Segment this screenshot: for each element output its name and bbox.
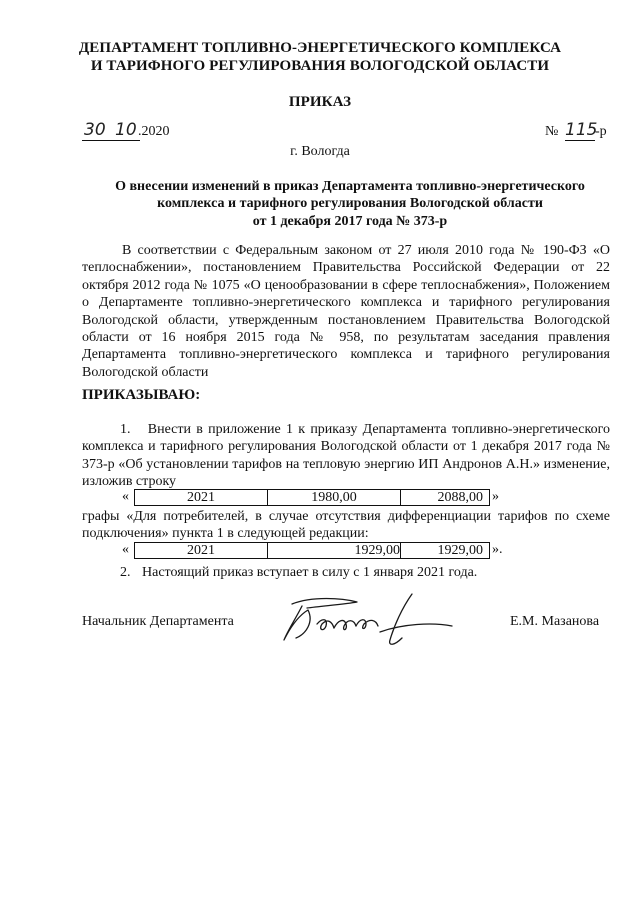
item1-number: 1. [120,422,131,437]
row-new-year: 2021 [134,542,268,559]
handwritten-signature [262,588,462,648]
number-prefix: № [545,124,559,139]
row-old-value1: 1980,00 [267,489,401,506]
tariff-row-new [122,542,512,560]
date-month-underline [114,140,140,141]
row-new-value2: 1929,00 [400,542,490,559]
date-month: 10 [115,120,137,140]
date-day-underline [82,140,114,141]
tariff-row-old [122,489,502,507]
number-handwritten: 115 [565,120,598,140]
item2-number: 2. [120,565,131,580]
city: г. Вологда [290,144,350,159]
item2-text: Настоящий приказ вступает в силу с 1 января 2021 года. [142,565,478,580]
row-new-close-quote: ». [492,542,503,557]
title-line3: от 1 декабря 2017 года № 373-р [252,213,448,229]
row-old-close-quote: » [492,489,499,504]
title-line1: О внесении изменений в приказ Департамента топливно-энергетического [115,179,585,194]
row-old-value2: 2088,00 [400,489,490,506]
number-suffix: -р [595,124,607,139]
item2-paragraph [120,565,477,581]
row-new-value1: 1929,00 [267,542,401,559]
order-word: ПРИКАЗЫВАЮ: [82,387,201,403]
date-day: 30 [84,120,106,140]
row-old-year: 2021 [134,489,268,506]
item1-middle-text: графы «Для потребителей, в случае отсутствия дифференциации тарифов по схеме подключения» пункта 1 в следующей редакции: [82,509,610,542]
signatory-name: Е.М. Мазанова [510,614,600,629]
item1-text: Внести в приложение 1 к приказу Департамента топливно-энергетического комплекса и тарифного регулирования Вологодской области от 1 декабря 2017 года № 373-р «Об установлении тарифов на тепловую энергию ИП Андронов А.Н.» изменение, изложив строку [82,422,610,490]
document-title [70,178,630,230]
number-field [545,120,615,142]
number-underline [565,140,595,141]
row-new-open-quote: « [122,542,129,557]
item1-paragraph [82,421,610,491]
row-old-open-quote: « [122,489,129,504]
preamble-paragraph: В соответствии с Федеральным законом от 27 июля 2010 года № 190-ФЗ «О теплоснабжении», постановлением Правительства Российской Федерации от 22 октября 2012 года № 1075 «О ценообразовании в сфере теплоснабжения», Положением о Департаменте топливно-энергетического комплекса и тарифного регулирования Вологодской области, утвержденным постановлением Правительства Вологодской области от 16 ноября 2015 года № 958, по результатам заседания правления Департамента топливно-энергетического комплекса и тарифного регулирования Вологодской области [82,243,610,380]
document-type: ПРИКАЗ [288,94,352,110]
date-year: .2020 [138,124,170,139]
department-name-line1: ДЕПАРТАМЕНТ ТОПЛИВНО-ЭНЕРГЕТИЧЕСКОГО КОМПЛЕКСА [78,40,562,56]
title-line2: комплекса и тарифного регулирования Вологодской области [157,196,543,212]
department-name-line2: И ТАРИФНОГО РЕГУЛИРОВАНИЯ ВОЛОГОДСКОЙ ОБЛАСТИ [90,58,550,74]
signatory-position: Начальник Департамента [82,614,234,629]
